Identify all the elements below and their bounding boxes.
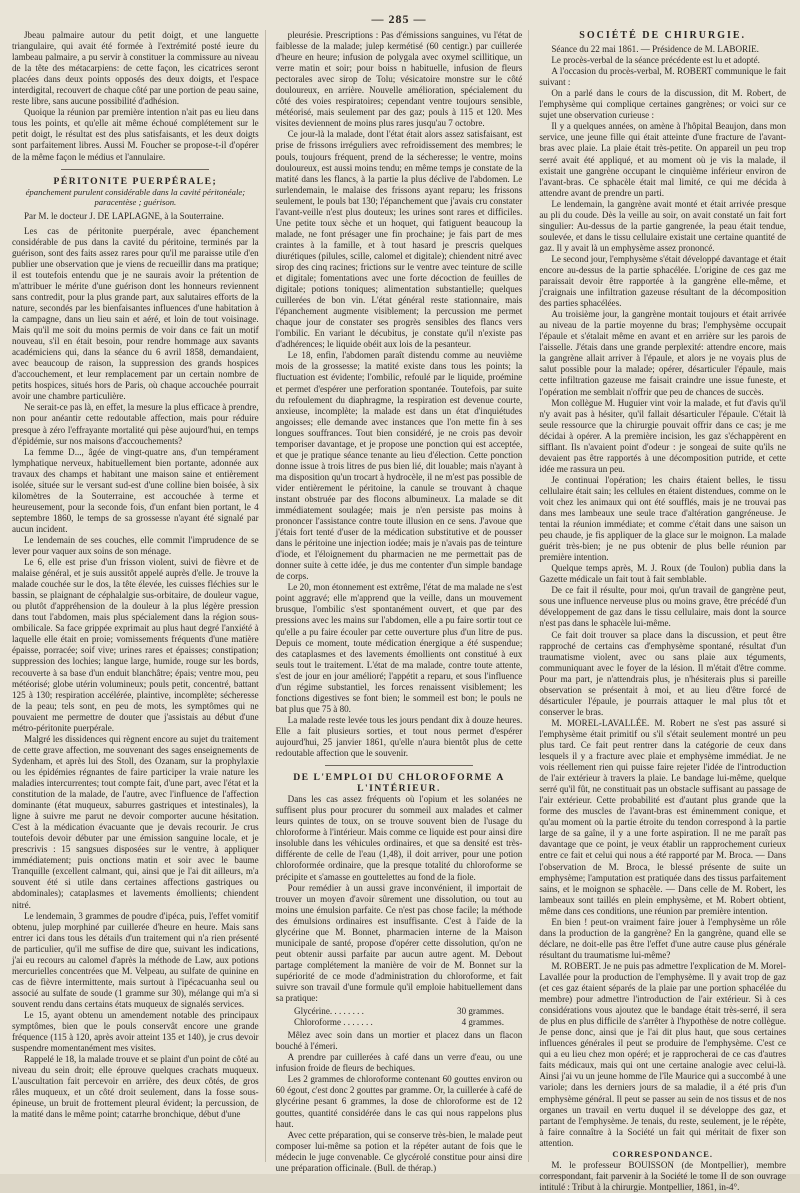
paragraph: Rappelé le 18, la malade trouve et se plaint d'un point de côté au niveau du sein droit; elle éprouve quelques crachats muqueux. L'auscultation fait percevoir en arrière, des deux côtés, de gros râles muqueux, et un côté droit seulement, dans la fosse sous-épineuse, un bruit de frottement pleural évident; la percussion, de la matité dans le même point; catarrhe bronchique, début d'une [12,1054,259,1120]
ingredient-name: Chloroforme . . . . . . . [294,1017,373,1028]
paragraph: Mêlez avec soin dans un mortier et placez dans un flacon bouché à l'émeri. [275,1030,523,1052]
divider [325,765,473,766]
divider [61,169,209,170]
paragraph: Le 15, ayant obtenu un amendement notable des principaux symptômes, bien que le pouls conservât encore une grande fréquence (115 à 120, après avoir atteint 135 et 140), je crus devoir suspendre momentanément mes visites. [12,1009,259,1054]
paragraph: Mon collègue M. Huguier vint voir la malade, et fut d'avis qu'il n'y avait pas à hésiter, qu'il fallait désarticuler l'épaule. C'était là seule ressource que la chirurgie pouvait offrir dans ce cas; je me décidai à opérer. A la première incision, les gaz s'échappèrent en sifflant. Ils n'avaient point d'odeur : je songeai de suite qu'ils ne devaient pas être rapportés à une décomposition putride, et cette idée me rassura un peu. [539,397,787,474]
paragraph: La malade reste levée tous les jours pendant dix à douze heures. Elle a fait plusieurs sorties, et tout nous permet d'espérer aujourd'hui, 25 janvier 1861, qu'elle n'aura bientôt plus de cette redoutable affection que le souvenir. [275,714,523,759]
paragraph: De ce fait il résulte, pour moi, qu'un travail de gangrène peut, sous une influence nerveuse plus ou moins grave, être précédé d'un développement de gaz dans le tissu cellulaire, mais dont la source n'est pas dans le sphacèle lui-même. [539,585,787,629]
page-number: — 285 — [371,11,427,26]
paragraph: La femme D..., âgée de vingt-quatre ans, d'un tempérament lymphatique nerveux, habituellement bien portante, adonnée aux travaux des champs et habitant une maison saine et entièrement isolée, située sur le versant sud-est d'une colline bien boisée, à six kilomètres de la Souterraine, est accouchée à terme et heureusement, pour la seconde fois, d'un enfant bien portant, le 4 septembre 1860, le temps de sa grossesse n'ayant été signalé par aucun incident. [12,446,259,534]
byline: Par M. le docteur J. DE LAPLAGNE, à la Souterraine. [24,210,224,221]
paragraph: Le lendemain, 3 grammes de poudre d'ipéca, puis, l'effet vomitif obtenu, julep morphiné par cuillerée d'heure en heure. Mais sans entrer ici dans tous les détails d'un traitement qui n'a rien présenté de particulier, qu'il me suffise de dire que, suivant les indications, j'ai eu recours au calomel d'après la méthode de Law, aux potions mercurielles concentrées que M. Velpeau, au sulfate de quinine en cas de fièvre intermittente, mais surtout à l'ipécacuanha seul ou associé au sulfate de soude (1 gramme sur 30), mélange qui m'a si souvent rendu dans certains états muqueux de signalés services. [12,910,259,1009]
formula-row [294,1006,504,1017]
paragraph: Ce fait doit trouver sa place dans la discussion, et peut être rapproché de certains cas d'emphysème spontané, résultat d'un traumatisme violent, avec ou sans plaie aux téguments, communiquant avec le foyer de la lésion. Il m'était d'être comme. Pour ma part, je n'attendrais plus, je n'hésiterais plus si pareille observation se présentait à moi, et au lieu d'être forcé de désarticuler l'épaule, je pourrais attaquer le mal plus tôt et conserver le bras. [539,629,787,717]
column-1 [12,30,266,1162]
paragraph: Les cas de péritonite puerpérale, avec épanchement considérable de pus dans la cavité du péritoine, terminés par la guérison, sont des faits assez rares pour qu'il me paraisse utile d'en publier une observation que je viens de recueillir dans ma pratique; il est toutefois entendu que je ne saurais avoir la prétention de m'attribuer le mérite d'une guérison dont les honneurs reviennent sans contredit, pour la plus grande part, aux salutaires efforts de la nature, secondés par les bienfaisantes influences d'une habitation à la campagne, dans un lieu sain et aéré, et loin de tout voisinage. Mais qu'il me soit du moins permis de voir dans ce fait un motif nouveau, s'il en était besoin, pour rendre hommage aux savants académiciens qui, dans la séance du 6 avril 1858, demandaient, avec beaucoup de raison, la suppression des grands hospices d'accouchement, et leur remplacement par un certain nombre de petits hospices, situés hors de Paris, où chaque accouchée pourrait avoir une chambre particulière. [12,225,259,402]
page-header [12,8,786,30]
paragraph: Le 18, enfin, l'abdomen paraît distendu comme au neuvième mois de la grossesse; la matité existe dans tous les points; la fluctuation est évidente; l'ombilic, refoulé par le liquide, proémine et permet d'espérer une perforation spontanée. Toutefois, par suite du refoulement du diaphragme, la respiration est devenue courte, anxieuse, incomplète; la malade est dans un état d'inquiétudes angoisses; elle demande avec instances que l'on mette fin à ses longues souffrances. Tout bien considéré, je ne crois pas devoir temporiser davantage, et je propose une ponction qui est acceptée, et que je pratique séance tenante au lieu d'élection. Cette ponction donne issue à trois litres de pus bien lié, dit louable; mais n'ayant à ma disposition qu'un trocart à hydrocèle, il ne m'est pas possible de vider entièrement le péritoine, la canule se trouvant à chaque instant obstruée par des flocons albumineux. La malade se dit immédiatement soulagée; mais je n'en persiste pas moins à prononcer l'assistance contre toute illusion en ce sens. J'avoue que j'étais fort tenté d'user de la médication substitutive et de pousser dans le péritoine une injection iodée; mais je n'avais pas de teinture d'iode, et l'éloignement du pharmacien ne me permettait pas de donner suite à cette idée, je dus me contenter d'un simple bandage de corps. [275,350,523,582]
paragraph: On a parlé dans le cours de la discussion, dit M. Robert, de l'emphysème qui complique certaines gangrènes; or voici sur ce sujet une observation curieuse : [539,88,787,121]
paragraph: Le 20, mon étonnement est extrême, l'état de ma malade ne s'est point aggravé; elle m'apprend que la veille, dans un mouvement brusque, l'ombilic s'est spontanément ouvert, et que par des pressions avec les mains sur l'abdomen, elle a pu faire sortir tout ce qu'elle a pu faire écouler par cette ouverture plus d'un litre de pus. Depuis ce moment, toute médication énergique a été suspendue; des cataplasmes et des lavements émollients ont constitué à eux seuls tout le traitement. L'état de ma malade, contre toute attente, s'est de jour en jour amélioré; l'appétit a reparu, et sous l'influence d'un régime substantiel, les forces renaissent visiblement; les fonctions digestives se font bien; le sommeil est bon; le pouls ne bat plus que 75 à 80. [275,582,523,714]
columns [12,30,787,1192]
paragraph: pleurésie. Prescriptions : Pas d'émissions sanguines, vu l'état de faiblesse de la malade; julep kermétisé (60 centigr.) par cuillerée d'heure en heure; infusion de polygala avec oxymel scillitique, un verre matin et soir; pour boiss n habituelle, infusion de fleurs pectorales avec sirop de Tolu; vésicatoire monstre sur le côté douloureux, en arrière. Nouvelle amélioration, spécialement du côté des voies respiratoires; cependant ventre toujours sensible, météorisé, mais seulement par des gaz; pouls à 115 et 120. Mes visites deviennent de moins plus rares jusqu'au 7 octobre. [275,30,523,129]
paragraph: M. ROBERT. Je ne puis pas admettre l'explication de M. Morel-Lavallée pour la production de l'emphysème. Il y avait trop de gaz (et ces gaz étaient séparés de la plaie par une portion sphacélée du membre) pour admettre l'introduction de l'air extérieur. Si à ces considérations vous ajoutez que le bandage était très-serré, il sera de plus en plus difficile de s'arrêter à l'hypothèse de notre collègue. Je pense donc, ainsi que je l'ai dit plus haut, que sous certaines influences générales il peut se produire de l'emphysème. C'est ce qui a eu lieu chez mon opéré; et je rapprocherai de ce cas d'autres faits médicaux, mais qui ont une certaine analogie avec celui-là. Ainsi j'ai vu un jeune homme de l'île Maurice qui a succombé à une variole; dans les derniers jours de sa maladie, il a été pris d'un emphysème général. Il peut se passer au sein de nos tissus et de nos organes un travail en vertu duquel il se développe des gaz, et partant de l'emphysème. Je tenais, du reste, seulement, je le répète, à faire connaître à la Société un fait qui méritait de fixer son attention. [539,960,787,1148]
formula-row [294,1017,504,1028]
paragraph: Quelque temps après, M. J. Roux (de Toulon) publia dans la Gazette médicale un fait tout à fait semblable. [539,563,787,585]
paragraph: A prendre par cuillerées à café dans un verre d'eau, ou une infusion froide de fleurs de bechiques. [275,1052,523,1074]
society-title: SOCIÉTÉ DE CHIRURGIE. [579,30,747,41]
session-line: Séance du 22 mai 1861. — Présidence de M. LABORIE. [551,44,759,55]
paragraph: Le lendemain, la gangrène avait monté et était arrivée presque au pli du coude. Dès la veille au soir, on avait constaté un fait fort singulier: Au-dessus de la partie gangrenée, la peau était tendue, soulevée, et dans le tissu cellulaire existait une certaine quantité de gaz. Il y avait là un emphysème assez prononcé. [539,198,787,253]
article-title: DE L'EMPLOI DU CHLOROFORME A L'INTÉRIEUR. [293,772,505,795]
paragraph: Ce jour-là la malade, dont l'état était alors assez satisfaisant, est prise de frissons irréguliers avec refroidissement des membres; le pouls, toujours fréquent, prend de la sécheresse; le ventre, moins douloureux, est aussi moins tendu; en même temps je constate de la matité dans les flancs, à la partie la plus déclive de l'abdomen. Le surlendemain, le malaise des frissons ayant reparu; les frissons seulement, le pouls bat 130; l'épanchement que j'avais cru constater l'avant-veille n'est plus douteux; les urines sont rares et difficiles. Une petite toux sèche et un hoquet, qui fatiguent beaucoup la malade, ne font présager une fin prochaine; je fais part de mes craintes à la famille, et à tout hasard je prescris quelques diurétiques (pilules, scille, calomel et digitale); chiendent nitré avec sirop des cinq racines; frictions sur le ventre avec teinture de scille et digitale; fomentations avec une forte décoction de feuilles de digitale; potions toniques; alimentation substantielle; quelques cuillerées de bon vin. L'état général reste stationnaire, mais l'épanchement augmente visiblement; la percussion me permet chaque jour de constater ses progrès sensibles des flancs vers l'ombilic. En variant le décubitus, je constate qu'il n'existe pas d'adhérences; le liquide obéit aux lois de la pesanteur. [275,129,523,350]
article-subtitle: épanchement purulent considérable dans la cavité péritonéale; paracentèse ; guérison. [25,186,246,207]
paragraph: Avec cette préparation, qui se conserve très-bien, le malade peut composer lui-même sa potion et la répéter autant de fois que le médecin le juge convenable. Ce glycérolé constitue pour ainsi dire une préparation officinale. (Bull. de thérap.) [275,1129,523,1173]
formula [276,1006,523,1028]
ingredient-amount: 30 grammes. [457,1006,504,1017]
paragraph: Ne serait-ce pas là, en effet, la mesure la plus efficace à prendre, non pour anéantir cette redoutable affection, mais pour réduire presque à zéro l'effrayante mortalité qui pèse aujourd'hui, en temps d'épidémie, sur nos maisons d'accouchements? [12,402,259,446]
ingredient-name: Glycérine. . . . . . . . [294,1006,364,1017]
paragraph: Jbeau palmaire autour du petit doigt, et une languette triangulaire, qui avait été formée à l'extrémité posté ieure du lambeau palmaire, a pu servir à constituer la commissure au niveau de la tête des métacarpiens: de cette façon, les cicatrices seront placées dans deux points opposés des deux doigts, et l'espace interdigital, recouvert de chaque côté par une portion de peau saine, reste libre, sans aucune possibilité d'adhésion. [12,30,259,107]
article-title: PÉRITONITE PUERPÉRALE; [53,175,218,187]
column-2 [275,30,530,1173]
correspondence-title: CORRESPONDANCE. [612,1148,714,1159]
paragraph: Au troisième jour, la gangrène montait toujours et était arrivée au niveau de la partie moyenne du bras; l'emphysème occupait l'épaule et s'étalait même en avant et en arrière sur les parois de l'aisselle. J'étais dans une grande perplexité: attendre encore, mais la gangrène allait arriver à l'épaule, et alors je ne voyais plus de salut possible pour la malade; opérer, désarticuler l'épaule, mais cette infiltration gazeuse me faisait craindre une issue funeste, et l'opération me semblait n'offrir que peu de chances de succès. [539,309,787,397]
paragraph: Le second jour, l'emphysème s'était développé davantage et était encore au-dessus de la partie sphacélée. L'origine de ces gaz me paraissait devoir être rapportée à la gangrène elle-même, et j'craignais une infiltration gazeuse résultant de la décomposition des parties sphacélées. [539,253,787,309]
paragraph: Pour remédier à un aussi grave inconvénient, il importait de trouver un moyen d'avoir sûrement une dissolution, ou tout au moins une émulsion parfaite. Ce n'est pas chose facile; la méthode des émulsions ordinaires est insuffisante. C'est à l'aide de la glycérine que M. Bonnet, pharmacien interne de la Maison municipale de santé, propose d'opérer cette dissolution, qu'on ne peut obtenir aussi parfaite par aucun autre agent. M. Debout partage complétement la manière de voir de M. Bonnet sur la supériorité de ce mode d'administration du chloroforme, et fait suivre son travail d'une formule qu'il emploie habituellement dans sa pratique: [275,882,523,1004]
paragraph: Dans les cas assez fréquents où l'opium et les solanées ne suffisent plus pour procurer du sommeil aux malades et calmer leurs quintes de toux, on se trouve souvent bien de l'usage du chloroforme à l'intérieur. Mais comme ce liquide est pour ainsi dire insoluble dans les véhicules ordinaires, et que sa densité est très-différente de celle de l'eau (1,48), il doit arriver, pour une potion chloroformée ordinaire, que la presque totalité du chloroforme se précipite et s'amasse en gouttelettes au fond de la fiole. [275,794,523,882]
paragraph: Malgré les dissidences qui règnent encore au sujet du traitement de cette grave affection, me souvenant des sages enseignements de Sydenham, et après lui des Stoll, des Ozanam, sur la prophylaxie ou les épidémies régnantes de faire participer la vraie nature les maladies intercurrentes; tout compte fait, d'une part, avec l'état et la constitution de la malade, de l'autre, avec l'influence de l'affection dominante (état muqueux, saburres gastriques et intestinales), la ligne à suivre me parut ne devoir comporter aucune hésitation. C'est à la médication évacuante que je devais recourir. Je crus toutefois devoir débuter par une émission sanguine locale, et je prescrivis : 15 sangsues disposées sur le ventre, à appliquer immédiatement; puis onctions matin et soir avec le baume Tranquille (excellent calmant, qui, ainsi que je l'ai dit ailleurs, m'a souvent été si utile dans certaines affections gastriques ou abdominales); cataplasmes et lavements émollients; chiendent nitré. [12,733,259,910]
paragraph: M. MOREL-LAVALLÉE. M. Robert ne s'est pas assuré si l'emphysème était primitif ou s'il s'était seulement montré un peu plus tard. Ce fait peut rentrer dans la catégorie de ceux dans lesquels il y a fracture avec plaie et emphysème immédiat. Je ne vois réellement rien qui puisse faire rejeter l'idée de l'introduction de l'air extérieur à travers la plaie. Le bandage lui-même, quelque serré qu'il fût, ne constituait pas un obstacle suffisant au passage de l'air extérieur. Cette probabilité est d'autant plus grande que la forme des muscles de l'avant-bras est éminemment conique, et qu'au moment où la partie étroite du tendon correspond à la partie large de sa gaîne, il y a une forte aspiration. Il ne me paraît pas davantage que ce point, je veux établir un rapprochement curieux entre ce fait et celui qui nous a été rapporté par M. Broca. — Dans l'observation de M. Broca, le blessé présente de suite un emphysème; l'amputation est pratiquée dans des tissus parfaitement sains, et le moignon se sphacèle. — Dans celle de M. Robert, les lambeaux sont taillés en plein emphysème, et M. Robert obtient, même dans ces conditions, une réunion par première intention. [539,717,787,916]
paragraph: Il y a quelques années, on amène à l'hôpital Beaujon, dans mon service, une jeune fille qui était atteinte d'une fracture de l'avant-bras avec plaie. La plaie était très-petite. On appareil un peu trop serré avait été appliqué, et au moment où je vis la malade, il existait une gangrène occupant le cinquième inférieur environ de l'avant-bras. Ce sphacèle était mal limité, ce qui me décida à attendre avant de prendre un parti. [539,121,787,198]
paragraph: A l'occasion du procès-verbal, M. ROBERT communique le fait suivant : [539,66,787,88]
paragraph: Je continuai l'opération; les chairs étaient belles, le tissu cellulaire était sain; les cellules en étaient distendues, comme on le voit chez les animaux qui ont été soufflés, mais je ne trouvai pas dans mes lambeaux une seule trace d'altération gangréneuse. Je tentai la réunion immédiate; et comme c'était dans une saison un peu chaude, je fis appliquer de la glace sur le moignon. La malade guérit très-bien; je ne pus obtenir de plus belle réunion par première intention. [539,474,787,563]
paragraph: Quoique la réunion par première intention n'ait pas eu lieu dans tous les points, et qu'elle ait même échoué complétement sur le petit doigt, le résultat est des plus satisfaisants, et les deux doigts sont parfaitement libres. Aussi M. Foucher se propose-t-il d'opérer de la même façon le médius et l'annulaire. [12,107,259,162]
paragraph: Le procès-verbal de la séance précédente est lu et adopté. [551,55,760,66]
paragraph: M. le professeur BOUISSON (de Montpellier), membre correspondant, fait parvenir à la Société le tome II de son ouvrage intitulé : Tribut à la chirurgie. Montpellier, 1861, in-4°. [539,1159,787,1192]
paragraph: Les 2 grammes de chloroforme contenant 60 gouttes environ ou 60 égout, c'est donc 2 gouttes par gramme. Or, la cuillerée à café de glycérine pesant 6 grammes, la dose de chloroforme est de 12 gouttes, quantité considérée dans le cas qui nous rappelons plus haut. [275,1074,523,1129]
ingredient-amount: 4 grammes. [461,1017,504,1028]
column-3 [539,30,787,1192]
paragraph: Le 6, elle est prise d'un frisson violent, suivi de fièvre et de malaise général, et je suis aussitôt appelé auprès d'elle. Je trouve la malade couchée sur le dos, la tête élevée, les cuisses fléchies sur le bassin, se plaignant de céphalalgie sus-orbitaire, de douleur vague, ou plutôt d'appréhension de la douleur à la plus légère pression dans tout l'abdomen, mais plus spécialement dans la région sous-ombilicale. Sa face grippée exprimait au plus haut degré l'anxiété à laquelle elle était en proie; vomissements fréquents d'une matière épaisse, porracée; soif vive; urines rares et épaisses; constipation; suppression des lochies; langue large, humide, rouge sur les bords, recouverte à sa base d'un enduit blanchâtre; épais; ventre mou, peu météorisé; globe utérin volumineux; pouls petit, concentré, battant 125 à 130; respiration accélérée, plaintive, incomplète; sécheresse de la peau; tels sont, en peu de mots, les symptômes qui ne pouvaient me permettre de douter que j'assistais au début d'une métro-péritonite puerpérale. [12,557,259,733]
paragraph: Le lendemain de ses couches, elle commit l'imprudence de se lever pour vaquer aux soins de son ménage. [12,534,259,557]
paragraph: En bien ! peut-on vraiment faire jouer à l'emphysème un rôle dans la production de la gangrène? En la gangrène, quand elle se déclare, ne doit-elle pas être l'effet d'une autre cause plus générale résultant du traumatisme lui-même? [539,916,787,960]
